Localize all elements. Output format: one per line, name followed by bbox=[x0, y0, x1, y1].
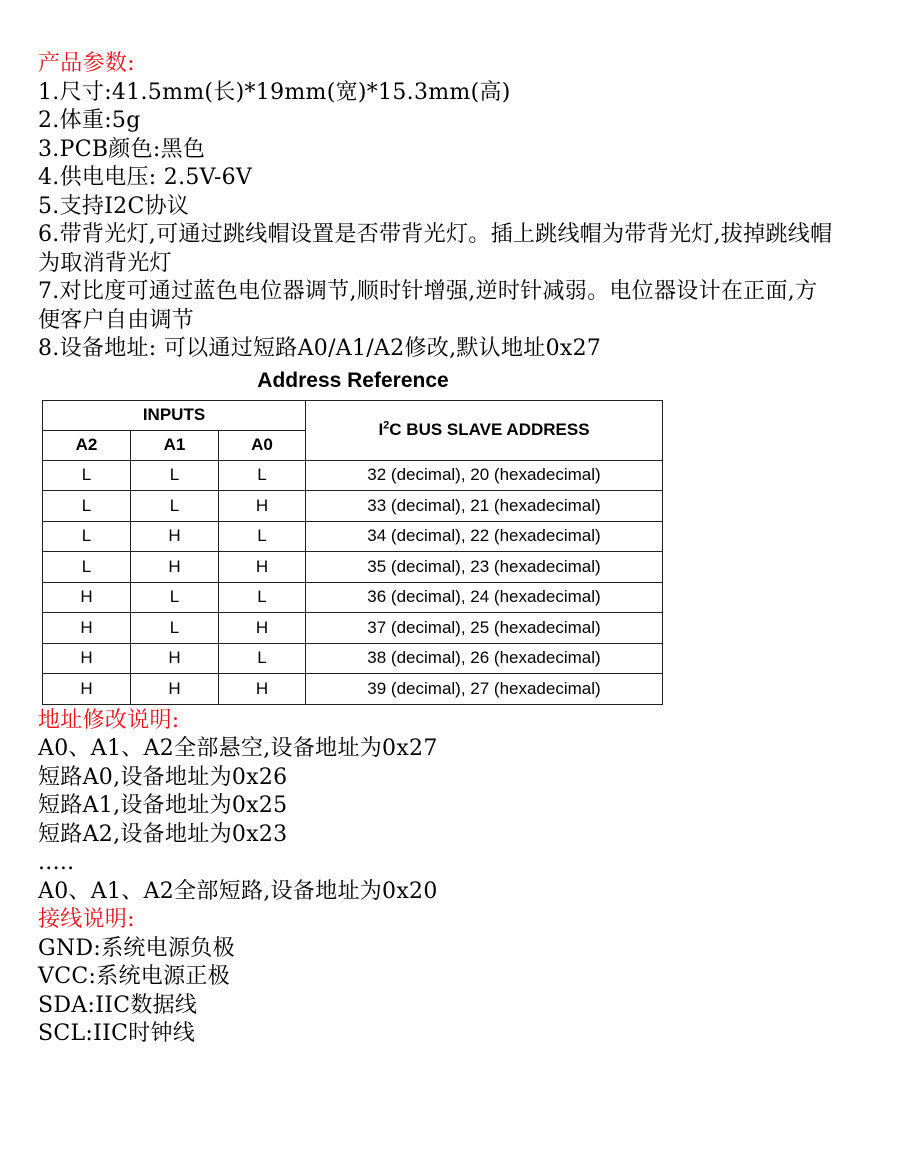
cell-a2: H bbox=[43, 643, 131, 674]
table-row bbox=[43, 491, 663, 522]
cell-a1: L bbox=[131, 613, 219, 644]
param-supply-voltage: 4.供电电压: 2.5V-6V bbox=[38, 165, 253, 190]
cell-address: 32 (decimal), 20 (hexadecimal) bbox=[306, 460, 663, 491]
table-row bbox=[43, 582, 663, 613]
wiring-sda: SDA:IIC数据线 bbox=[38, 992, 198, 1018]
cell-address: 34 (decimal), 22 (hexadecimal) bbox=[306, 521, 663, 552]
cell-a1: L bbox=[131, 491, 219, 522]
cell-a0: H bbox=[219, 491, 306, 522]
cell-a0: L bbox=[219, 582, 306, 613]
cell-address: 37 (decimal), 25 (hexadecimal) bbox=[306, 613, 663, 644]
slave-address-header: $I^2C$ BUS SLAVE ADDRESS bbox=[306, 400, 663, 460]
cell-address: 36 (decimal), 24 (hexadecimal) bbox=[306, 582, 663, 613]
table-row bbox=[43, 613, 663, 644]
cell-a1: L bbox=[131, 582, 219, 613]
param-weight: 2.体重:5g bbox=[38, 108, 141, 133]
param-size: 1.尺寸:41.5mm(长)*19mm(宽)*15.3mm(高) bbox=[38, 79, 511, 105]
address-note-short-a2: 短路A2,设备地址为0x23 bbox=[38, 821, 288, 847]
cell-a0: L bbox=[219, 460, 306, 491]
address-table-title: Address Reference bbox=[257, 368, 449, 392]
address-note-ellipsis: ..... bbox=[38, 850, 75, 875]
address-notes-heading: 地址修改说明: bbox=[38, 707, 180, 733]
cell-a1: H bbox=[131, 674, 219, 705]
document bbox=[38, 50, 898, 1049]
cell-a0: L bbox=[219, 521, 306, 552]
table-row bbox=[43, 643, 663, 674]
param-device-address: 8.设备地址: 可以通过短路A0/A1/A2修改,默认地址0x27 bbox=[38, 336, 602, 361]
col-header-a1: A1 bbox=[131, 430, 219, 460]
address-note-short-a0: 短路A0,设备地址为0x26 bbox=[38, 764, 288, 790]
table-row bbox=[43, 521, 663, 552]
cell-a0: L bbox=[219, 643, 306, 674]
table-row bbox=[43, 552, 663, 583]
cell-a2: L bbox=[43, 491, 131, 522]
cell-a0: H bbox=[219, 674, 306, 705]
cell-a0: H bbox=[219, 552, 306, 583]
cell-a2: L bbox=[43, 552, 131, 583]
wiring-gnd: GND:系统电源负极 bbox=[38, 935, 235, 961]
cell-a1: L bbox=[131, 460, 219, 491]
cell-address: 35 (decimal), 23 (hexadecimal) bbox=[306, 552, 663, 583]
param-i2c: 5.支持I2C协议 bbox=[38, 193, 190, 219]
cell-a0: H bbox=[219, 613, 306, 644]
table-row bbox=[43, 674, 663, 705]
inputs-header: INPUTS bbox=[43, 400, 306, 430]
cell-a1: H bbox=[131, 552, 219, 583]
wiring-scl: SCL:IIC时钟线 bbox=[38, 1021, 196, 1046]
address-note-short-a1: 短路A1,设备地址为0x25 bbox=[38, 793, 288, 818]
cell-a2: H bbox=[43, 582, 131, 613]
param-contrast: 7.对比度可通过蓝色电位器调节,顺时针增强,逆时针减弱。电位器设计在正面,方便客户自由调节 bbox=[38, 279, 818, 333]
wiring-vcc: VCC:系统电源正极 bbox=[38, 964, 230, 989]
cell-address: 39 (decimal), 27 (hexadecimal) bbox=[306, 674, 663, 705]
param-pcb-color: 3.PCB颜色:黑色 bbox=[38, 136, 206, 162]
param-backlight: 6.带背光灯,可通过跳线帽设置是否带背光灯。插上跳线帽为带背光灯,拔掉跳线帽为取消背光灯 bbox=[38, 222, 833, 276]
wiring-heading: 接线说明: bbox=[38, 907, 135, 932]
table-row bbox=[43, 460, 663, 491]
cell-address: 33 (decimal), 21 (hexadecimal) bbox=[306, 491, 663, 522]
cell-a2: H bbox=[43, 674, 131, 705]
address-table bbox=[42, 400, 663, 705]
cell-address: 38 (decimal), 26 (hexadecimal) bbox=[306, 643, 663, 674]
cell-a1: H bbox=[131, 521, 219, 552]
cell-a2: L bbox=[43, 460, 131, 491]
cell-a2: H bbox=[43, 613, 131, 644]
col-header-a0: A0 bbox=[219, 430, 306, 460]
col-header-a2: A2 bbox=[43, 430, 131, 460]
address-note-all-floating: A0、A1、A2全部悬空,设备地址为0x27 bbox=[38, 736, 438, 761]
address-note-all-shorted: A0、A1、A2全部短路,设备地址为0x20 bbox=[38, 878, 438, 904]
cell-a2: L bbox=[43, 521, 131, 552]
cell-a1: H bbox=[131, 643, 219, 674]
params-heading: 产品参数: bbox=[38, 51, 135, 76]
